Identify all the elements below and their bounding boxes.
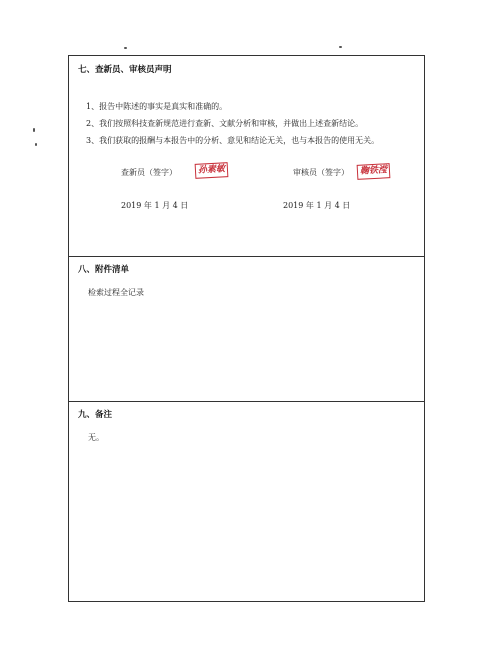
searcher-signature-label: 查新员（签字） [121,168,177,177]
section-heading: 九、备注 [78,410,113,420]
searcher-date: 2019 年 1 月 4 日 [121,201,189,210]
section-heading: 七、查新员、审核员声明 [78,65,172,75]
reviewer-signature-label: 审核员（签字） [293,168,349,177]
reviewer-date: 2019 年 1 月 4 日 [283,201,351,210]
reviewer-signature-stamp: 鞠铁滢 [357,163,391,180]
scan-speck [339,46,342,48]
scan-speck [33,128,35,132]
statement-3: 3、我们获取的报酬与本报告中的分析、意见和结论无关，也与本报告的使用无关。 [86,136,380,145]
remarks-section [69,401,424,602]
statement-2: 2、我们按照科技查新规范进行查新、文献分析和审核，并做出上述查新结论。 [86,119,364,128]
scan-speck [35,143,37,146]
report-table [68,55,425,602]
scan-speck [124,47,127,49]
statement-1: 1、报告中陈述的事实是真实和准确的。 [86,102,228,111]
section-heading: 八、附件清单 [78,265,130,275]
remarks-text: 无。 [88,433,104,442]
declaration-section [69,56,424,256]
searcher-signature-stamp: 孙素敏 [195,162,229,179]
attachment-item: 检索过程全记录 [88,288,144,297]
attachments-section [69,256,424,402]
